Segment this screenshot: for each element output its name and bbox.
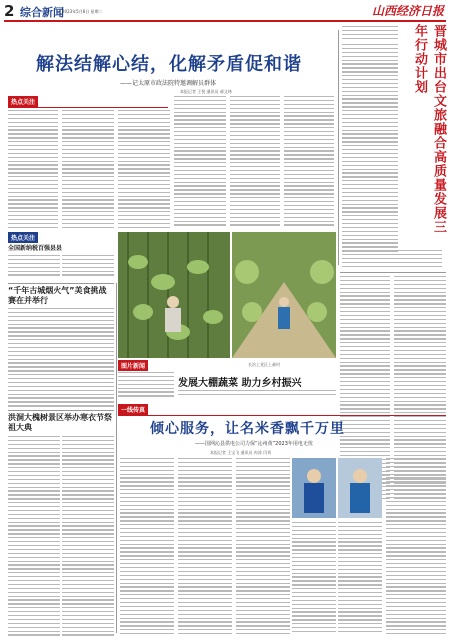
lead-body-col4: [174, 96, 226, 228]
divider-1: [8, 283, 114, 284]
page-number: 2: [4, 2, 15, 20]
hot-topic-tag: 热点关注: [8, 96, 38, 107]
feature1-body: [8, 308, 114, 408]
photo-news-body: [178, 390, 336, 400]
column-divider-left: [116, 283, 117, 633]
feature1-title: “千年古城烟火气”美食挑战赛在并举行: [8, 286, 107, 305]
feature2-body-col1: [8, 436, 60, 636]
frontline-col2: [178, 458, 232, 636]
lead-body-col3: [118, 110, 170, 228]
section-name: 综合新闻: [20, 6, 64, 19]
side-headline: 晋城市出台文旅融合高质量发展三年行动计划: [412, 24, 446, 234]
lead-body-col2: [62, 110, 114, 228]
frontline-col5: [338, 522, 382, 636]
lead-body-col5: [230, 96, 280, 228]
frontline-byline: 本报记者 王宝飞 通讯员 冉涛 闫刘: [210, 450, 272, 455]
frontline-col1: [120, 458, 174, 636]
mid-tag: 热点关注: [8, 232, 38, 243]
photo-news-tag: 图片新闻: [118, 360, 148, 371]
lead-body-col6: [284, 96, 334, 228]
mid-body-col2: [62, 255, 114, 277]
photo-caption-text: [118, 372, 174, 398]
worker-illustration-2: [338, 458, 382, 518]
photo-place-caption: 长治上党区上郝村: [248, 362, 280, 367]
worker-illustration-1: [292, 458, 336, 518]
side-body-bottom: [342, 250, 442, 270]
tag-rule: [8, 107, 168, 108]
feature2-title: 洪洞大槐树景区举办寒衣节祭祖大典: [8, 413, 112, 432]
frontline-subhead: ——国网沁县供电公司力保“沁州黄”2023年用电无忧: [195, 441, 313, 447]
divider-2: [8, 410, 114, 411]
lead-subhead: ——记太原市政法院特邀调解员群体: [120, 80, 217, 87]
frontline-col6: [386, 458, 446, 636]
column-divider-right: [338, 30, 339, 265]
side-intro: [342, 26, 398, 42]
frontline-rule: [118, 415, 446, 416]
divider-3: [340, 272, 446, 273]
greenhouse-illustration: [118, 232, 230, 358]
lead-byline: 本报记者 王悦 通讯员 郝文林: [180, 89, 232, 94]
feature2-body-col2: [62, 436, 114, 636]
mid-body-col1: [8, 255, 60, 277]
lead-body-col1: [8, 110, 58, 228]
side-body-col: [342, 44, 398, 269]
photo-news-headline: 发展大棚蔬菜 助力乡村振兴: [178, 378, 302, 389]
worker-photo-2: [338, 458, 382, 518]
frontline-tag: 一线传真: [118, 404, 148, 415]
frontline-col3: [236, 458, 290, 636]
issue-date: 2023年5月6日 星期二: [62, 9, 103, 14]
newspaper-logo: 山西经济日报: [371, 4, 444, 18]
lead-headline: 解法结解心结，化解矛盾促和谐: [36, 54, 302, 75]
header-rule: [4, 20, 446, 22]
frontline-headline: 倾心服务，让名米香飘千万里: [150, 421, 345, 437]
greenhouse-photo: [118, 232, 230, 358]
mid-title: 全国新纳税百强县县: [8, 245, 63, 252]
worker-photo-1: [292, 458, 336, 518]
frontline-col4: [292, 522, 336, 636]
